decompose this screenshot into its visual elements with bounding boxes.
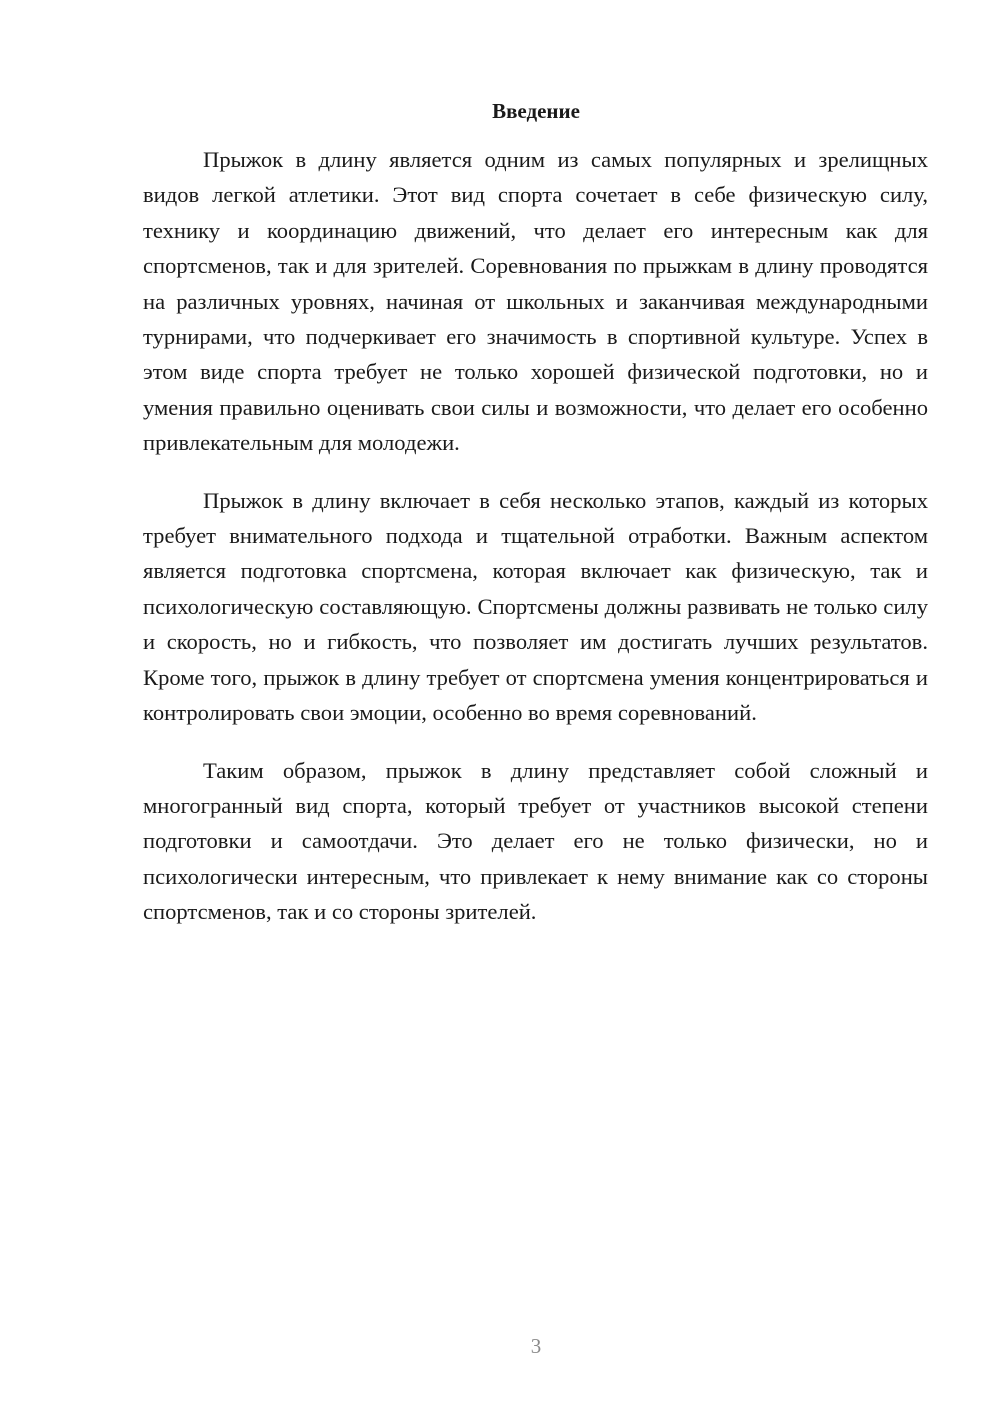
page-number: 3 (530, 1334, 542, 1358)
paragraph-1: Прыжок в длину является одним из самых популярных и зрелищных видов легкой атлетики. Этот вид спорта сочетает в себе физическую силу, технику и координацию движений, что делает его интересным как для спортсменов, так и для зрителей. Соревнования по прыжкам в длину проводятся на различных уровнях, начиная от школьных и заканчивая международными турнирами, что подчеркивает его значимость в спортивной культуре. Успех в этом виде спорта требует не только хорошей физической подготовки, но и умения правильно оценивать свои силы и возможности, что делает его особенно привлекательным для молодежи. (143, 147, 928, 456)
paragraph-3: Таким образом, прыжок в длину представляет собой сложный и многогранный вид спорта, который требует от участников высокой степени подготовки и самоотдачи. Это делает его не только физически, но и психологически интересным, что привлекает к нему внимание как со стороны спортсменов, так и со стороны зрителей. (143, 757, 928, 925)
document-body (143, 142, 928, 952)
page-title: Введение (492, 99, 580, 123)
paragraph-2: Прыжок в длину включает в себя несколько этапов, каждый из которых требует внимательного подхода и тщательной отработки. Важным аспектом является подготовка спортсмена, которая включает как физическую, так и психологическую составляющую. Спортсмены должны развивать не только силу и скорость, но и гибкость, что позволяет им достигать лучших результатов. Кроме того, прыжок в длину требует от спортсмена умения концентрироваться и контролировать свои эмоции, особенно во время соревнований. (143, 487, 928, 726)
